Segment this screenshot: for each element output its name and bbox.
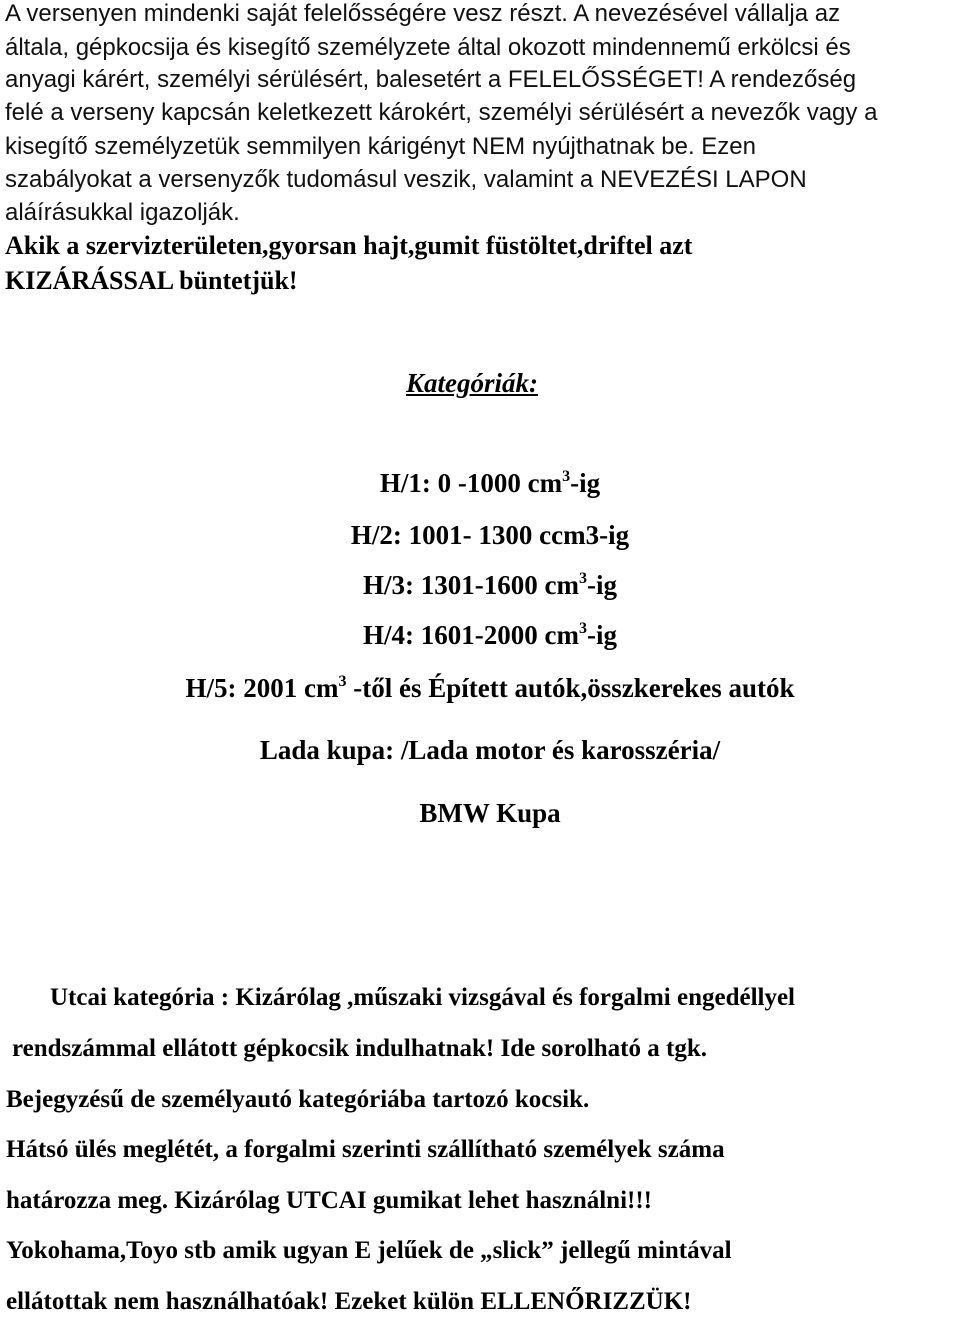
category-h4-text: H/4: 1601-2000 cm (363, 620, 579, 650)
category-h1-text: H/1: 0 -1000 cm (379, 468, 563, 498)
category-h4-sup: 3 (578, 620, 587, 637)
intro-line-6: szabályokat a versenyzők tudomásul veszik, valamint a NEVEZÉSI LAPON (5, 166, 807, 193)
category-h3-text: H/3: 1301-1600 cm (363, 570, 579, 600)
warning-line-1: Akik a szervizterületen,gyorsan hajt,gumit füstöltet,driftel azt (5, 231, 693, 260)
utcai-line-7: ellátottak nem használhatóak! Ezeket külön ELLENŐRIZZÜK! (6, 1288, 692, 1315)
category-h1-suffix: -ig (570, 468, 601, 498)
category-h5 (10, 673, 960, 704)
utcai-line-6: Yokohama,Toyo stb amik ugyan E jelűek de „slick” jellegű mintával (6, 1237, 732, 1264)
category-bmw: BMW Kupa (419, 798, 561, 828)
category-h1-sup: 3 (562, 468, 571, 485)
utcai-line-2: rendszámmal ellátott gépkocsik indulhatnak! Ide sorolható a tgk. (12, 1035, 707, 1062)
intro-line-7: aláírásukkal igazolják. (5, 199, 240, 226)
intro-line-1: A versenyen mindenki saját felelősségére vesz részt. A nevezésével vállalja az (5, 0, 841, 27)
category-h3 (10, 570, 960, 601)
category-h4-suffix: -ig (586, 620, 617, 650)
utcai-line-4: Hátsó ülés meglétét, a forgalmi szerinti szállítható személyek száma (6, 1136, 725, 1163)
category-h3-sup: 3 (578, 570, 587, 587)
category-h2: H/2: 1001- 1300 ccm3-ig (350, 520, 630, 550)
category-h4 (10, 620, 960, 651)
category-lada: Lada kupa: /Lada motor és karosszéria/ (259, 735, 721, 765)
category-h5-text: H/5: 2001 cm (185, 673, 339, 703)
utcai-line-1: Utcai kategória : Kizárólag ,műszaki vizsgával és forgalmi engedéllyel (50, 984, 796, 1011)
utcai-line-3: Bejegyzésű de személyautó kategóriába tartozó kocsik. (6, 1086, 590, 1113)
intro-line-4: felé a verseny kapcsán keletkezett károkért, személyi sérülésért a nevezők vagy a (5, 99, 878, 126)
intro-line-5-main: kisegítő személyzetük semmilyen kárigényt NEM nyújthatnak be. (5, 133, 695, 160)
warning-line-2: KIZÁRÁSSAL büntetjük! (5, 266, 298, 295)
categories-heading-row (0, 368, 952, 399)
categories-heading: Kategóriák: (406, 368, 538, 398)
intro-line-5-tail: Ezen (694, 133, 756, 160)
intro-line-5 (5, 133, 756, 161)
category-h3-suffix: -ig (586, 570, 617, 600)
category-h5-suffix: -től és Épített autók,összkerekes autók (346, 673, 795, 703)
intro-line-3: anyagi kárért, személyi sérülésért, balesetért a FELELŐSSÉGET! A rendezőség (5, 66, 857, 93)
intro-line-2: általa, gépkocsija és kisegítő személyzete által okozott mindennemű erkölcsi és (5, 34, 851, 61)
utcai-line-5: határozza meg. Kizárólag UTCAI gumikat lehet használni!!! (6, 1187, 653, 1214)
category-h1 (10, 468, 960, 499)
category-h5-sup: 3 (338, 673, 347, 690)
